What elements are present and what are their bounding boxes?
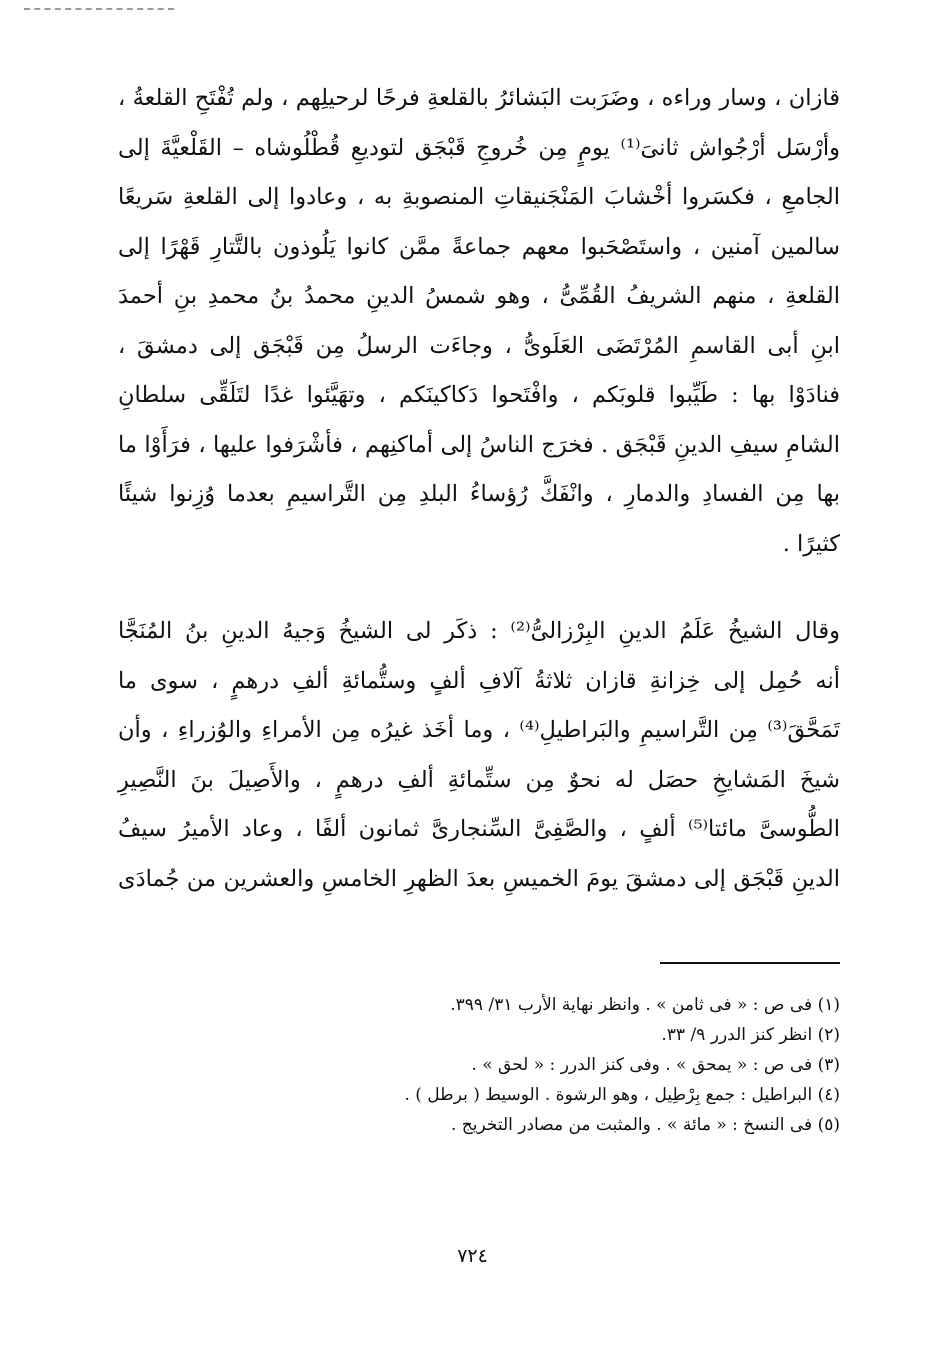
paragraph-gap [118,569,840,607]
text-line: كثيرًا . [782,530,840,557]
page-body [118,74,840,904]
text-line: الدينِ قَبْجَق إلى دمشقَ يومَ الخميسِ بعدَ الظهرِ الخامسِ والعشرين من جُمادَى [118,865,840,892]
scan-edge-marks [24,8,174,10]
footnote: (٢) انظر كنز الدرر ٩/ ٣٣. [661,1025,840,1045]
page-number: ٧٢٤ [457,1245,488,1267]
footnote: (٣) فى ص : « يمحق » . وفى كنز الدرر : « لحق » . [471,1055,840,1075]
text-line: وقال الشيخُ عَلَمُ الدينِ البِرْزالىُّ⁽²⁾ : ذكَر لى الشيخُ وَجيهُ الدينِ بنُ المُنَجَّا [118,618,840,644]
footnote: (٥) فى النسخ : « مائة » . والمثبت من مصادر التخريج . [450,1115,840,1135]
paragraph-2 [118,607,840,904]
paragraph-1 [118,74,840,569]
footnotes [118,990,840,1140]
text-line: القلعةِ ، منهم الشريفُ القُمِّىُّ ، وهو شمسُ الدينِ محمدُ بنُ محمدِ بنِ أحمدَ [118,283,840,309]
footnote: (١) فى ص : « فى ثامن » . وانظر نهاية الأرب ٣١/ ٣٩٩. [450,995,840,1015]
text-line: ابنِ أبى القاسمِ المُرْتَضَى العَلَوىُّ ، وجاءَت الرسلُ مِن قَبْجَق إلى دمشقَ ، [118,332,840,359]
text-line: سالمين آمنين ، واستَصْحَبوا معهم جماعةً ممَّن كانوا يَلُوذون بالتَّتارِ قَهْرًا إلى [118,233,840,260]
text-line: أنه حُمِل إلى خِزانةِ قازان ثلاثةُ آلافِ ألفٍ وستُّمائةِ ألفِ درهمٍ ، سوى ما [118,667,840,694]
text-line: الجامعِ ، فكسَروا أخْشابَ المَنْجَنيقاتِ المنصوبةِ به ، وعادوا إلى القلعةِ سَريعًا [118,184,840,210]
footnote-separator [660,962,840,964]
text-line: بها مِن الفسادِ والدمارِ ، وانْفَكَّ رُؤساءُ البلدِ مِن التَّراسيمِ بعدما وُزِنوا شيئًا [118,481,840,507]
text-line: فنادَوْا بها : طَيِّبوا قلوبَكم ، وافْتَحوا دَكاكينَكم ، وتهَيَّئوا غدًا لتَلَقِّى سلطانِ [118,382,840,408]
text-line: الطُّوسىَّ مائتا⁽⁵⁾ ألفٍ ، والصَّفِىَّ السِّنجارىَّ ثمانون ألفًا ، وعاد الأميرُ سيفُ [118,816,840,842]
text-line: وأرْسَل أرْجُواش ثانىَ⁽¹⁾ يومٍ مِن خُروجِ قَبْجَق لتوديعِ قُطْلُوشاه – القَلْعيَّةَ إلى [118,134,840,161]
footnote: (٤) البراطيل : جمع بِرْطِيل ، وهو الرشوة . الوسيط ( برطل ) . [404,1085,840,1105]
text-line: قازان ، وسار وراءه ، وضَرَبت البَشائرُ بالقلعةِ فرحًا لرحيلِهم ، ولم تُفْتَحِ القلعةُ ، [118,85,840,111]
text-line: شيخَ المَشايخِ حصَل له نحوٌ مِن ستِّمائةِ ألفِ درهمٍ ، والأَصِيلَ بنَ النَّصِيرِ [118,766,840,793]
text-line: تَمَحَّقَ⁽³⁾ مِن التَّراسيمِ والبَراطيلِ⁽⁴⁾ ، وما أخَذ غيرُه مِن الأمراءِ والوُزراءِ ، وأن [118,717,841,743]
text-line: الشامِ سيفِ الدينِ قَبْجَق . فخرَج الناسُ إلى أماكنِهم ، فأشْرَفوا عليها ، فرَأَوْا ما [118,431,840,458]
